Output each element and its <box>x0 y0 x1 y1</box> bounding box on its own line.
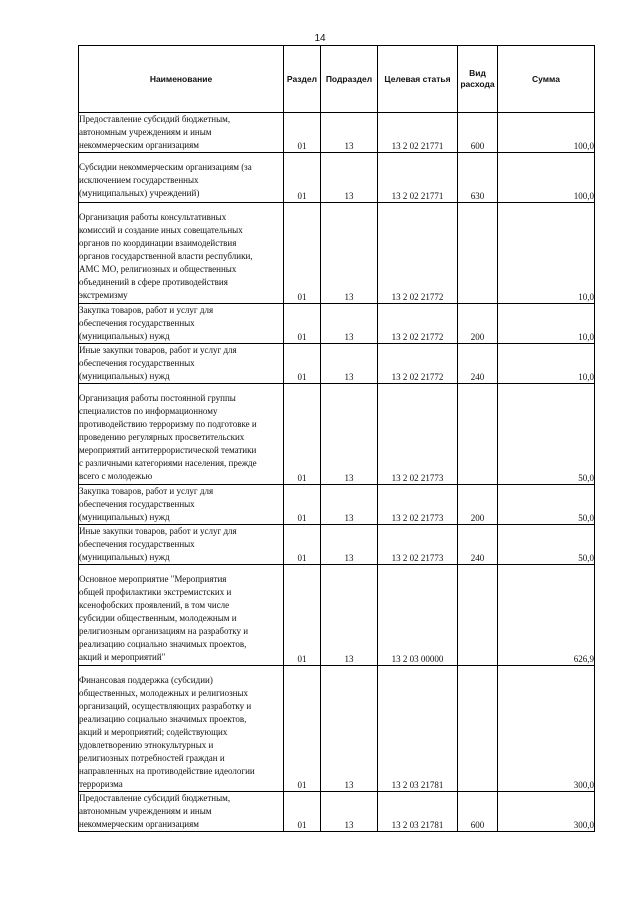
row-summa: 10,0 <box>498 203 595 304</box>
row-razdel: 01 <box>284 344 321 384</box>
row-celevaya-statya: 13 2 02 21771 <box>378 153 458 203</box>
row-vid-rashoda <box>458 666 498 792</box>
row-celevaya-statya: 13 2 03 21781 <box>378 666 458 792</box>
row-summa: 50,0 <box>498 525 595 565</box>
row-celevaya-statya: 13 2 02 21771 <box>378 113 458 153</box>
row-razdel: 01 <box>284 565 321 666</box>
row-celevaya-statya: 13 2 02 21773 <box>378 384 458 485</box>
row-podrazdel: 13 <box>321 113 378 153</box>
row-razdel: 01 <box>284 525 321 565</box>
row-celevaya-statya: 13 2 03 21781 <box>378 792 458 832</box>
row-vid-rashoda: 200 <box>458 485 498 525</box>
row-razdel: 01 <box>284 304 321 344</box>
header-razdel: Раздел <box>284 46 321 113</box>
row-podrazdel: 13 <box>321 792 378 832</box>
row-podrazdel: 13 <box>321 485 378 525</box>
table-row <box>79 792 595 832</box>
row-podrazdel: 13 <box>321 153 378 203</box>
row-summa: 10,0 <box>498 304 595 344</box>
row-name: Субсидии некоммерческим организациям (за исключением государственных (муниципальных) учреждений) <box>79 153 284 203</box>
row-name: Закупка товаров, работ и услуг для обеспечения государственных (муниципальных) нужд <box>79 304 284 344</box>
row-podrazdel: 13 <box>321 203 378 304</box>
table-row <box>79 485 595 525</box>
row-celevaya-statya: 13 2 03 00000 <box>378 565 458 666</box>
row-summa: 300,0 <box>498 666 595 792</box>
row-summa: 10,0 <box>498 344 595 384</box>
header-vid-rashoda: Вид расхода <box>458 46 498 113</box>
row-summa: 300,0 <box>498 792 595 832</box>
row-name: Иные закупки товаров, работ и услуг для обеспечения государственных (муниципальных) нужд <box>79 525 284 565</box>
row-summa: 50,0 <box>498 485 595 525</box>
row-summa: 100,0 <box>498 153 595 203</box>
page-number: 14 <box>314 33 326 44</box>
row-name: Иные закупки товаров, работ и услуг для обеспечения государственных (муниципальных) нужд <box>79 344 284 384</box>
row-name: Основное мероприятие "Мероприятия общей профилактики экстремистских и ксенофобских проявлений, в том числе субсидии общественным, молодежным и религиозным организациям на разработку и реализацию социально значимых проектов, акций и мероприятий" <box>79 565 284 666</box>
row-vid-rashoda: 240 <box>458 344 498 384</box>
row-razdel: 01 <box>284 384 321 485</box>
row-vid-rashoda: 630 <box>458 153 498 203</box>
row-vid-rashoda: 240 <box>458 525 498 565</box>
row-podrazdel: 13 <box>321 525 378 565</box>
row-celevaya-statya: 13 2 02 21773 <box>378 485 458 525</box>
row-celevaya-statya: 13 2 02 21772 <box>378 203 458 304</box>
header-podrazdel: Подраздел <box>321 46 378 113</box>
row-podrazdel: 13 <box>321 344 378 384</box>
row-name: Предоставление субсидий бюджетным, автономным учреждениям и иным некоммерческим организациям <box>79 792 284 832</box>
row-summa: 626,9 <box>498 565 595 666</box>
row-celevaya-statya: 13 2 02 21772 <box>378 304 458 344</box>
header-summa: Сумма <box>498 46 595 113</box>
header-row <box>79 46 595 113</box>
row-podrazdel: 13 <box>321 666 378 792</box>
row-podrazdel: 13 <box>321 304 378 344</box>
row-name: Организация работы консультативных комиссий и создание иных совещательных органов по координации взаимодействия органов государственной власти республики, АМС МО, религиозных и общественных объединений в сфере противодействия экстремизму <box>79 203 284 304</box>
row-razdel: 01 <box>284 485 321 525</box>
row-name: Закупка товаров, работ и услуг для обеспечения государственных (муниципальных) нужд <box>79 485 284 525</box>
row-name: Финансовая поддержка (субсидии) общественных, молодежных и религиозных организаций, осуществляющих разработку и реализацию социально значимых проектов, акций и мероприятий; содействующих удовлетворению этнокультурных и религиозных потребностей граждан и направленных на противодействие идеологии терроризма <box>79 666 284 792</box>
row-vid-rashoda: 600 <box>458 792 498 832</box>
row-vid-rashoda <box>458 565 498 666</box>
table-row <box>79 384 595 485</box>
row-vid-rashoda: 200 <box>458 304 498 344</box>
table-row <box>79 666 595 792</box>
table-row <box>79 153 595 203</box>
table-row <box>79 344 595 384</box>
budget-table <box>78 45 595 832</box>
row-celevaya-statya: 13 2 02 21772 <box>378 344 458 384</box>
row-razdel: 01 <box>284 666 321 792</box>
row-podrazdel: 13 <box>321 384 378 485</box>
table-row <box>79 565 595 666</box>
row-razdel: 01 <box>284 792 321 832</box>
row-celevaya-statya: 13 2 02 21773 <box>378 525 458 565</box>
header-name: Наименование <box>79 46 284 113</box>
row-name: Организация работы постоянной группы специалистов по информационному противодействию терроризму по подготовке и проведению регулярных просветительских мероприятий антитеррористической тематики с различными категориями населения, прежде всего с молодежью <box>79 384 284 485</box>
row-vid-rashoda <box>458 384 498 485</box>
table-row <box>79 304 595 344</box>
row-summa: 100,0 <box>498 113 595 153</box>
table-row <box>79 203 595 304</box>
row-razdel: 01 <box>284 113 321 153</box>
row-vid-rashoda <box>458 203 498 304</box>
table-row <box>79 113 595 153</box>
row-vid-rashoda: 600 <box>458 113 498 153</box>
header-celevaya-statya: Целевая статья <box>378 46 458 113</box>
row-name: Предоставление субсидий бюджетным, автономным учреждениям и иным некоммерческим организациям <box>79 113 284 153</box>
row-summa: 50,0 <box>498 384 595 485</box>
row-podrazdel: 13 <box>321 565 378 666</box>
table-row <box>79 525 595 565</box>
row-razdel: 01 <box>284 153 321 203</box>
row-razdel: 01 <box>284 203 321 304</box>
